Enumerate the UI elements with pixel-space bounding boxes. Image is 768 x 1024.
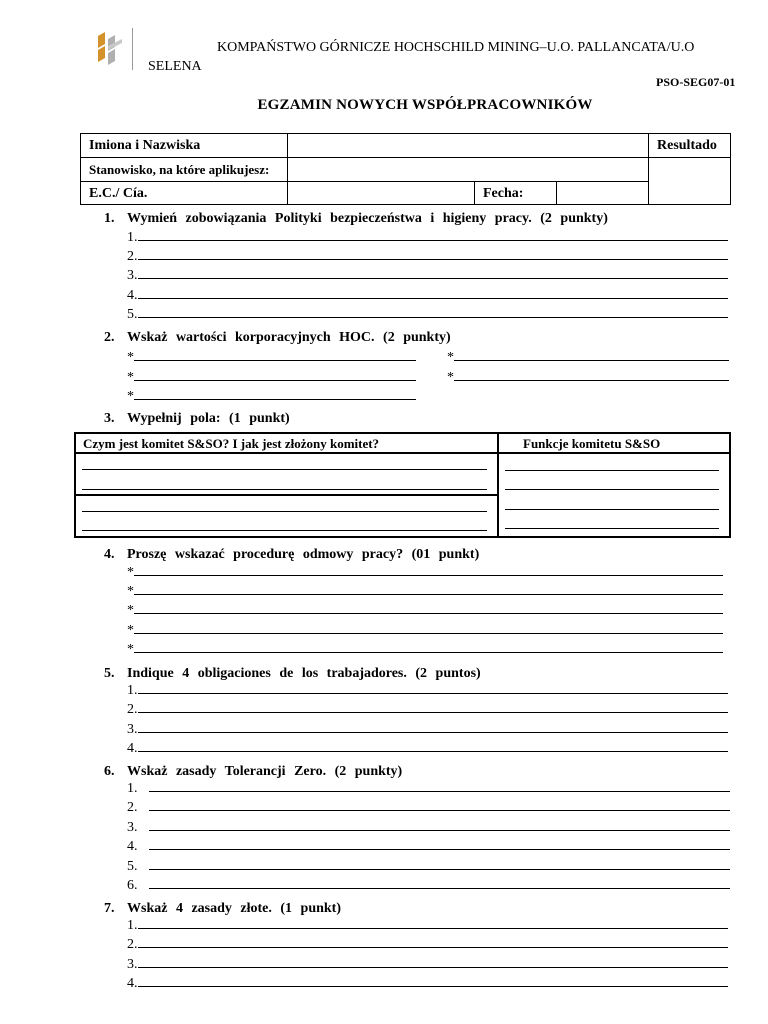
q7-item-3-label: 3. <box>127 957 138 972</box>
result-label: Resultado <box>649 134 731 158</box>
position-label: Stanowisko, na które aplikujesz: <box>81 158 288 182</box>
q4-bullet-3: * <box>127 603 134 618</box>
q7-answer-1[interactable] <box>127 917 728 934</box>
document-code: PSO-SEG07-01 <box>656 75 736 89</box>
q3-number: 3. <box>104 411 115 426</box>
q4-text: Proszę wskazać procedurę odmowy pracy? (01 punkt) <box>127 547 480 562</box>
company-name-cont: SELENA <box>148 59 202 74</box>
candidate-info-table <box>80 133 731 205</box>
q2-bullet-2: * <box>447 350 454 365</box>
q2-answer-5[interactable] <box>127 388 416 405</box>
q4-answer-4[interactable] <box>127 622 723 639</box>
q5-answer-3[interactable] <box>127 721 728 738</box>
names-label: Imiona i Nazwiska <box>81 134 288 158</box>
q4-bullet-1: * <box>127 565 134 580</box>
q5-text: Indique 4 obligaciones de los trabajadores. (2 puntos) <box>127 666 481 681</box>
date-field[interactable] <box>557 182 649 205</box>
q1-answer-4[interactable] <box>127 287 728 304</box>
q2-number: 2. <box>104 330 115 345</box>
q6-item-5-label: 5. <box>127 859 138 874</box>
q2-text: Wskaż wartości korporacyjnych HOC. (2 punkty) <box>127 330 451 345</box>
q7-answer-2[interactable] <box>127 936 728 953</box>
q7-number: 7. <box>104 901 115 916</box>
company-name: KOMPAŃSTWO GÓRNICZE HOCHSCHILD MINING–U.O. PALLANCATA/U.O <box>217 40 695 55</box>
q6-item-2-label: 2. <box>127 800 138 815</box>
committee-col2-header: Funkcje komitetu S&SO <box>499 434 729 454</box>
date-label: Fecha: <box>475 182 557 205</box>
q6-item-6-label: 6. <box>127 878 138 893</box>
q6-answer-6[interactable] <box>127 877 730 894</box>
q4-bullet-2: * <box>127 584 134 599</box>
q4-bullet-5: * <box>127 642 134 657</box>
q5-item-3-label: 3. <box>127 722 138 737</box>
q7-answer-4[interactable] <box>127 975 728 992</box>
q2-answer-2[interactable] <box>447 349 729 366</box>
q2-bullet-3: * <box>127 370 134 385</box>
q5-number: 5. <box>104 666 115 681</box>
q5-answer-2[interactable] <box>127 701 728 718</box>
q1-answer-2[interactable] <box>127 248 728 265</box>
q1-answer-5[interactable] <box>127 306 728 323</box>
q7-text: Wskaż 4 zasady złote. (1 punkt) <box>127 901 342 916</box>
q5-answer-4[interactable] <box>127 740 728 757</box>
q6-answer-3[interactable] <box>127 819 730 836</box>
q6-item-1-label: 1. <box>127 781 138 796</box>
page-title-text: EGZAMIN NOWYCH WSPÓŁPRACOWNIKÓW <box>257 97 593 113</box>
committee-definition-cell[interactable] <box>76 454 499 536</box>
q2-bullet-1: * <box>127 350 134 365</box>
q1-item-4-label: 4. <box>127 288 138 303</box>
q4-bullet-4: * <box>127 623 134 638</box>
q4-answer-3[interactable] <box>127 602 723 619</box>
q6-answer-2[interactable] <box>127 799 730 816</box>
q5-item-2-label: 2. <box>127 702 138 717</box>
q6-answer-4[interactable] <box>127 838 730 855</box>
result-field[interactable] <box>649 158 731 205</box>
company-label: E.C./ Cía. <box>81 182 288 205</box>
q5-item-1-label: 1. <box>127 683 138 698</box>
q1-item-2-label: 2. <box>127 249 138 264</box>
q7-item-2-label: 2. <box>127 937 138 952</box>
committee-col1-header: Czym jest komitet S&SO? I jak jest złożony komitet? <box>76 434 499 454</box>
q2-answer-1[interactable] <box>127 349 416 366</box>
q7-item-1-label: 1. <box>127 918 138 933</box>
company-logo <box>96 30 126 68</box>
page-title <box>0 97 768 114</box>
q2-answer-3[interactable] <box>127 369 416 386</box>
q7-item-4-label: 4. <box>127 976 138 991</box>
q4-answer-1[interactable] <box>127 564 723 581</box>
q3-text: Wypełnij pola: (1 punkt) <box>127 411 290 426</box>
q1-answer-3[interactable] <box>127 267 728 284</box>
q2-answer-4[interactable] <box>447 369 729 386</box>
q6-answer-1[interactable] <box>127 780 730 797</box>
names-field[interactable] <box>288 134 649 158</box>
q4-answer-5[interactable] <box>127 641 723 658</box>
q6-text: Wskaż zasady Tolerancji Zero. (2 punkty) <box>127 764 403 779</box>
q1-text: Wymień zobowiązania Polityki bezpieczeństwa i higieny pracy. (2 punkty) <box>127 211 608 226</box>
q6-item-3-label: 3. <box>127 820 138 835</box>
q5-item-4-label: 4. <box>127 741 138 756</box>
q4-answer-2[interactable] <box>127 583 723 600</box>
q1-item-3-label: 3. <box>127 268 138 283</box>
q5-answer-1[interactable] <box>127 682 728 699</box>
position-field[interactable] <box>288 158 649 182</box>
q4-number: 4. <box>104 547 115 562</box>
q1-number: 1. <box>104 211 115 226</box>
q1-answer-1[interactable] <box>127 229 728 246</box>
q1-item-1-label: 1. <box>127 230 138 245</box>
q1-item-5-label: 5. <box>127 307 138 322</box>
q2-bullet-4: * <box>447 370 454 385</box>
q2-bullet-5: * <box>127 389 134 404</box>
company-field[interactable] <box>288 182 475 205</box>
logo-divider <box>132 28 133 70</box>
q6-item-4-label: 4. <box>127 839 138 854</box>
q6-answer-5[interactable] <box>127 858 730 875</box>
committee-functions-cell[interactable] <box>499 454 729 536</box>
q7-answer-3[interactable] <box>127 956 728 973</box>
q6-number: 6. <box>104 764 115 779</box>
committee-table <box>74 432 731 538</box>
